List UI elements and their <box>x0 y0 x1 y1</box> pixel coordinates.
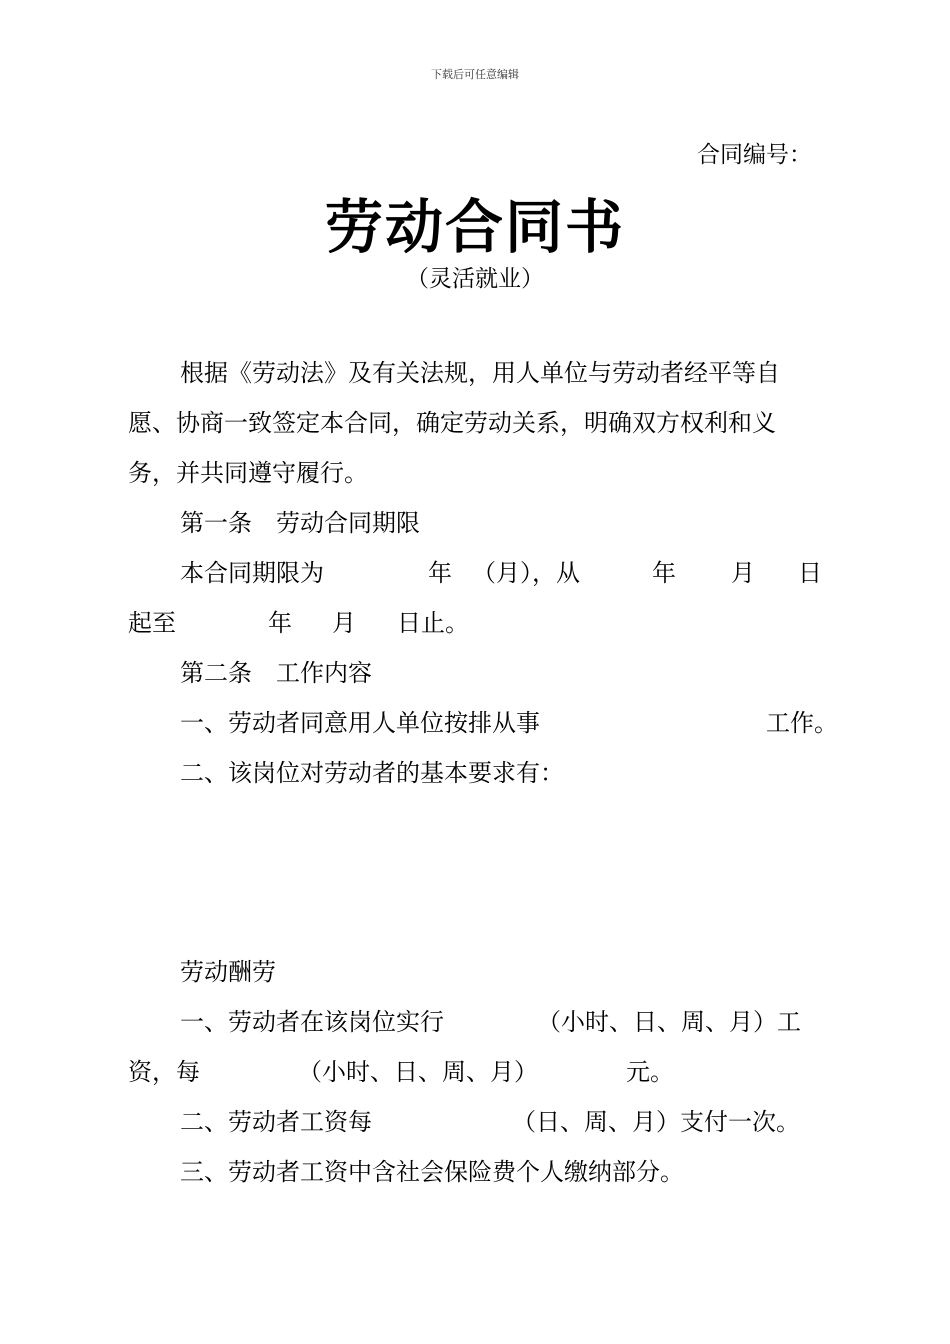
term-day-end: 日止。 <box>397 609 469 637</box>
document-title: 劳动合同书 <box>324 193 625 261</box>
pay-item-3: 三、劳动者工资中含社会保险费个人缴纳部分。 <box>180 1158 684 1186</box>
preamble-line-2: 愿、协商一致签定本合同，确定劳动关系，明确双方权利和义 <box>128 409 776 437</box>
term-day-2: 日 <box>798 559 822 587</box>
pay-item-1-yuan: 元。 <box>626 1058 674 1086</box>
term-prefix: 本合同期限为 <box>180 559 324 587</box>
term-from-label: 起至 <box>128 609 176 637</box>
article-1-heading: 第一条 劳动合同期限 <box>180 509 420 537</box>
pay-item-2-prefix: 二、劳动者工资每 <box>180 1108 372 1136</box>
article-2-item-2: 二、该岗位对劳动者的基本要求有： <box>180 759 564 787</box>
document-subtitle: （灵活就业） <box>406 266 544 292</box>
article-3-heading: 劳动酬劳 <box>180 958 276 986</box>
pay-item-1-units-2: （小时、日、周、月） <box>298 1058 538 1086</box>
term-year-1: 年 <box>428 559 452 587</box>
pay-item-1-cont-prefix: 资，每 <box>128 1058 200 1086</box>
article-2-item-1-suffix: 工作。 <box>766 709 838 737</box>
header-note: 下载后可任意编辑 <box>431 68 519 81</box>
term-year-2: 年 <box>652 559 676 587</box>
preamble-line-1: 根据《劳动法》及有关法规，用人单位与劳动者经平等自 <box>180 359 780 387</box>
contract-number-label: 合同编号： <box>697 142 812 168</box>
preamble-line-3: 务，并共同遵守履行。 <box>128 459 368 487</box>
term-year-3: 年 <box>268 609 292 637</box>
term-month-3: 月 <box>332 609 356 637</box>
article-2-item-1-prefix: 一、劳动者同意用人单位按排从事 <box>180 709 540 737</box>
pay-item-1-units: （小时、日、周、月）工 <box>537 1008 801 1036</box>
pay-item-2-suffix: （日、周、月）支付一次。 <box>512 1108 800 1136</box>
article-2-heading: 第二条 工作内容 <box>180 659 372 687</box>
pay-item-1-prefix: 一、劳动者在该岗位实行 <box>180 1008 444 1036</box>
term-month-paren: （月），从 <box>472 559 580 587</box>
term-month-2: 月 <box>731 559 755 587</box>
